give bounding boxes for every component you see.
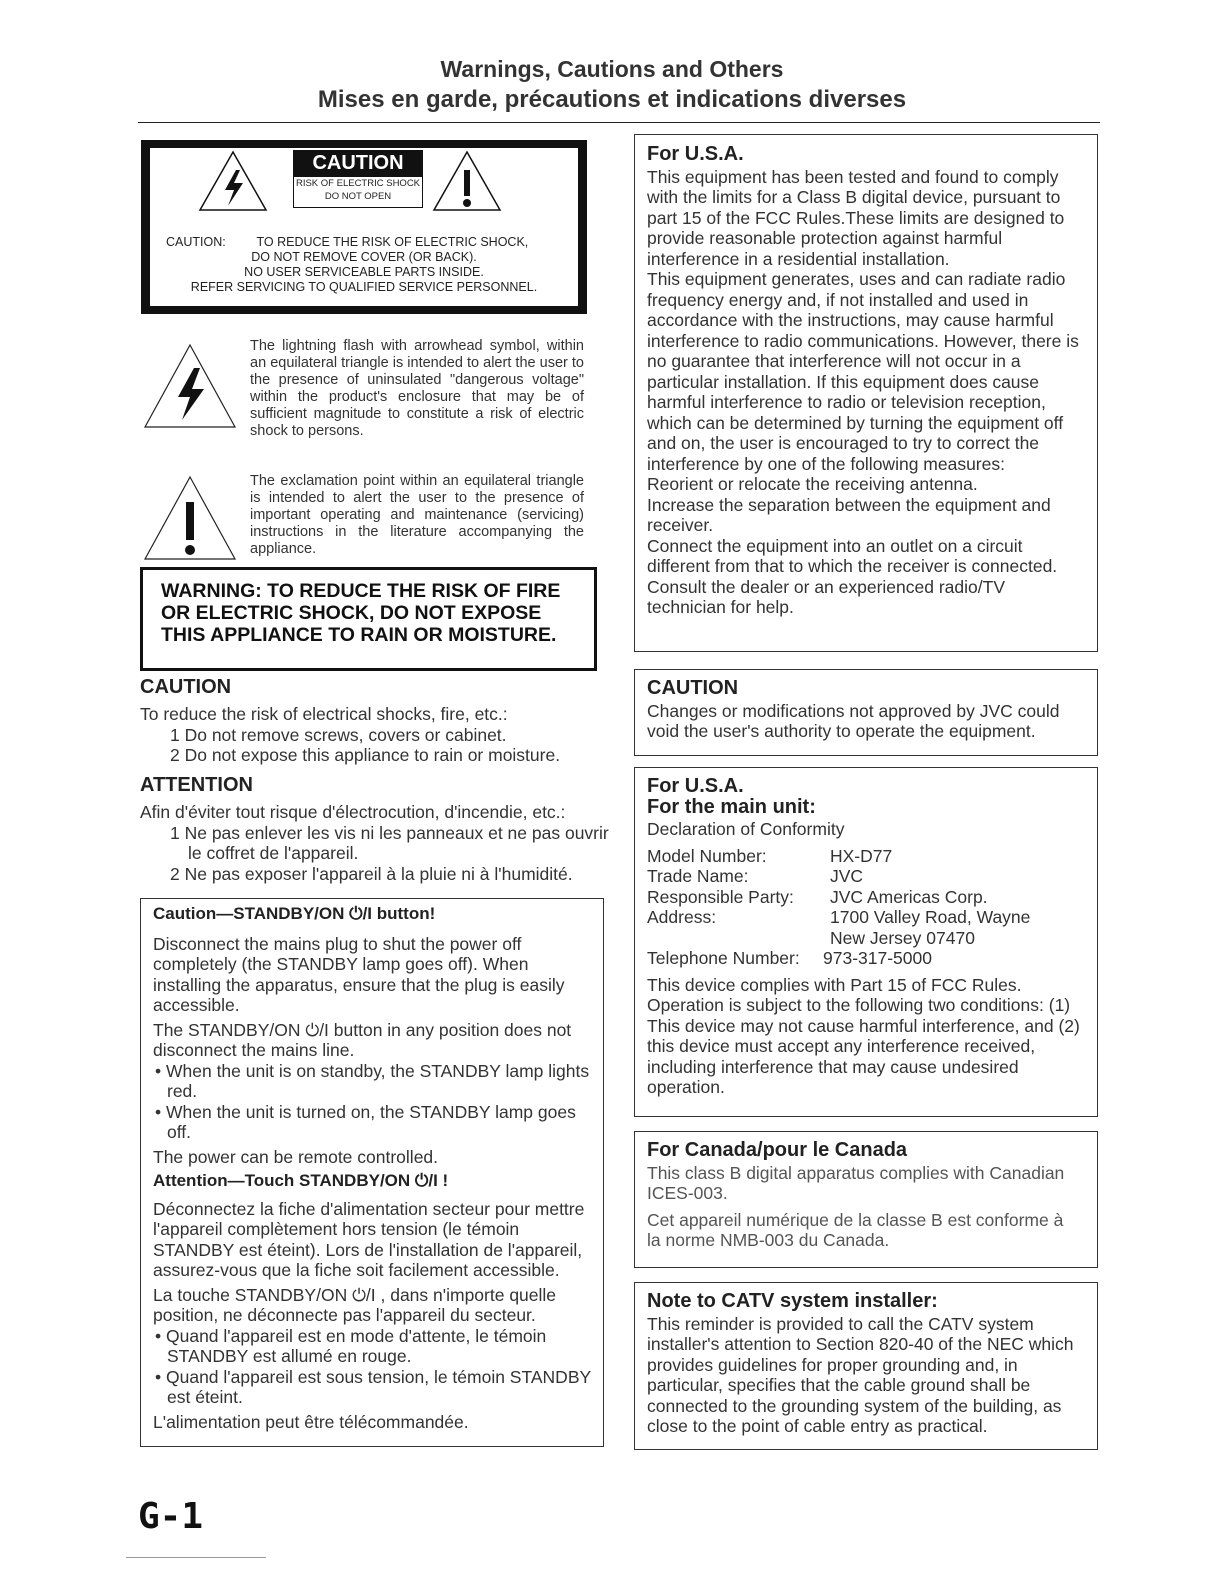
standby-heading-en: Caution—STANDBY/ON ⏻/I button! bbox=[153, 904, 436, 923]
caution-heading: CAUTION bbox=[140, 676, 232, 698]
doc-content bbox=[647, 776, 1087, 1098]
doc-trade-value: JVC bbox=[830, 866, 864, 886]
doc-party-value: JVC Americas Corp. bbox=[830, 886, 988, 907]
caution-line3: NO USER SERVICEABLE PARTS INSIDE. bbox=[244, 265, 484, 279]
warning-line3: THIS APPLIANCE TO RAIN OR MOISTURE. bbox=[161, 624, 557, 646]
title-divider bbox=[138, 122, 1100, 123]
usa-fcc-p2: This equipment generates, uses and can radiate radio frequency energy and, if not installed and used in accordance with the instructions, may cause harmful interference to radio communications. However, there is no guarantee that interference will not occur in a particular installation. If this equipment does cause harmful interference to radio or television reception, which can be determined by turning the equipment off and on, the user is encouraged to try to correct the interference by one of the following measures: bbox=[647, 269, 1079, 474]
caution-intro: To reduce the risk of electrical shocks, fire, etc.: bbox=[140, 704, 508, 724]
caution-line2: DO NOT REMOVE COVER (OR BACK). bbox=[251, 250, 477, 264]
attention-section bbox=[140, 802, 610, 884]
doc-party-row bbox=[647, 887, 1087, 908]
standby-p5: La touche STANDBY/ON ⏻/I , dans n'importe quelle position, ne déconnecte pas l'appareil du secteur. bbox=[153, 1284, 557, 1325]
doc-model-value: HX-D77 bbox=[830, 845, 893, 866]
caution-label-title: CAUTION bbox=[293, 150, 423, 176]
risk-line1: RISK OF ELECTRIC SHOCK bbox=[295, 178, 421, 189]
exclamation-symbol-icon bbox=[142, 474, 238, 562]
doc-trade-row bbox=[647, 866, 1087, 887]
standby-p2: The STANDBY/ON ⏻/I button in any position does not disconnect the mains line. bbox=[153, 1019, 572, 1060]
catv-content bbox=[647, 1291, 1087, 1437]
doc-subtitle: Declaration of Conformity bbox=[647, 819, 845, 839]
exclamation-explanation: The exclamation point within an equilateral triangle is intended to alert the user to the presence of important operating and maintenance (servicing) instructions in the literature accompanying the appliance. bbox=[250, 473, 584, 557]
attention-item-1: 1 Ne pas enlever les vis ni les panneaux et ne pas ouvrir le coffret de l'appareil. bbox=[170, 822, 609, 863]
doc-address-row bbox=[647, 907, 1087, 928]
standby-bullet-3: • Quand l'appareil est en mode d'attente, le témoin STANDBY est allumé en rouge. bbox=[155, 1325, 547, 1366]
standby-p6: L'alimentation peut être télécommandée. bbox=[153, 1411, 469, 1432]
catv-text: This reminder is provided to call the CATV system installer's attention to Section 820-40 of the NEC which provides guidelines for proper grounding and, in particular, specifies that the cable ground shall be connected to the grounding system of the building, as close to the point of cable entry as practical. bbox=[647, 1313, 1074, 1436]
catv-heading: Note to CATV system installer: bbox=[647, 1290, 938, 1312]
exclamation-triangle-icon bbox=[432, 150, 502, 212]
lightning-triangle-icon bbox=[198, 150, 268, 212]
caution-prefix: CAUTION: bbox=[166, 235, 226, 249]
usa-fcc-content bbox=[647, 144, 1087, 618]
caution-jvc-content bbox=[647, 678, 1087, 742]
doc-text: This device complies with Part 15 of FCC Rules. Operation is subject to the following two conditions: (1) This device may not cause harmful interference, and (2) this device must accept any interference received, including interference that may cause undesired operation. bbox=[647, 974, 1080, 1097]
standby-p4: Déconnectez la fiche d'alimentation secteur pour mettre l'appareil complètement hors tension (le témoin STANDBY est éteint). Lors de l'installation de l'appareil, assurez-vous que la fiche soit facilement accessible. bbox=[153, 1198, 585, 1280]
doc-tel-row bbox=[647, 948, 1087, 969]
warning-box bbox=[140, 567, 597, 671]
warning-line2: OR ELECTRIC SHOCK, DO NOT EXPOSE bbox=[161, 602, 542, 624]
usa-fcc-measure-1: Reorient or relocate the receiving antenna. bbox=[647, 474, 978, 494]
page-title-fr: Mises en garde, précautions et indications diverses bbox=[317, 86, 907, 113]
usa-fcc-measure-4: Consult the dealer or an experienced radio/TV technician for help. bbox=[647, 576, 1005, 617]
caution-item-1: 1 Do not remove screws, covers or cabinet. bbox=[170, 724, 507, 745]
caution-label-text bbox=[150, 230, 578, 306]
attention-intro: Afin d'éviter tout risque d'électrocution, d'incendie, etc.: bbox=[140, 802, 566, 822]
usa-fcc-p1: This equipment has been tested and found to comply with the limits for a Class B digital device, pursuant to part 15 of the FCC Rules.These limits are designed to provide reasonable protection against harmful interference in a residential installation. bbox=[647, 166, 1065, 269]
canada-heading: For Canada/pour le Canada bbox=[647, 1139, 908, 1161]
attention-item-2: 2 Ne pas exposer l'appareil à la pluie ni à l'humidité. bbox=[170, 863, 573, 884]
standby-p3: The power can be remote controlled. bbox=[153, 1146, 439, 1167]
doc-tel-label: Telephone Number: bbox=[647, 948, 800, 968]
usa-fcc-heading: For U.S.A. bbox=[647, 143, 744, 165]
caution-jvc-heading: CAUTION bbox=[647, 677, 739, 699]
lightning-explanation: The lightning flash with arrowhead symbol, within an equilateral triangle is intended to alert the user to the presence of uninsulated "dangerous voltage" within the product's enclosure that may be of sufficient magnitude to constitute a risk of electric shock to persons. bbox=[250, 338, 584, 439]
doc-trade-label: Trade Name: bbox=[647, 866, 749, 886]
doc-address-row-2 bbox=[647, 928, 1087, 949]
page-title-en: Warnings, Cautions and Others bbox=[440, 56, 784, 82]
standby-heading-fr: Attention—Touch STANDBY/ON ⏻/I ! bbox=[153, 1171, 449, 1190]
standby-bullet-2: • When the unit is turned on, the STANDBY lamp goes off. bbox=[155, 1101, 576, 1142]
caution-label-risk bbox=[293, 176, 423, 208]
lightning-symbol-icon bbox=[142, 342, 238, 430]
risk-line2: DO NOT OPEN bbox=[324, 191, 392, 202]
standby-p1: Disconnect the mains plug to shut the power off completely (the STANDBY lamp goes off). When installing the apparatus, ensure that the plug is easily accessible. bbox=[153, 933, 565, 1015]
doc-address-value-2: New Jersey 07470 bbox=[830, 927, 975, 948]
canada-en: This class B digital apparatus complies with Canadian ICES-003. bbox=[647, 1162, 1065, 1203]
doc-address-value-1: 1700 Valley Road, Wayne bbox=[830, 907, 1031, 927]
usa-fcc-measure-3: Connect the equipment into an outlet on a circuit different from that to which the receiver is connected. bbox=[647, 535, 1058, 576]
standby-bullet-1: • When the unit is on standby, the STANDBY lamp lights red. bbox=[155, 1060, 590, 1101]
canada-content bbox=[647, 1140, 1067, 1251]
caution-item-2: 2 Do not expose this appliance to rain or moisture. bbox=[170, 745, 561, 765]
page-number: G-1 bbox=[138, 1496, 204, 1537]
canada-fr: Cet appareil numérique de la classe B est conforme à la norme NMB-003 du Canada. bbox=[647, 1209, 1064, 1250]
doc-model-label: Model Number: bbox=[647, 845, 767, 866]
caution-section bbox=[140, 704, 610, 766]
standby-bullet-4: • Quand l'appareil est sous tension, le témoin STANDBY est éteint. bbox=[155, 1366, 591, 1407]
doc-heading-2: For the main unit: bbox=[647, 795, 816, 818]
footer-underline bbox=[126, 1557, 266, 1558]
doc-party-label: Responsible Party: bbox=[647, 886, 794, 907]
doc-tel-value: 973-317-5000 bbox=[823, 948, 932, 968]
attention-heading: ATTENTION bbox=[140, 774, 253, 796]
doc-heading-1: For U.S.A. bbox=[647, 775, 744, 797]
usa-fcc-measure-2: Increase the separation between the equipment and receiver. bbox=[647, 494, 1051, 535]
standby-content bbox=[153, 904, 593, 1432]
caution-line4: REFER SERVICING TO QUALIFIED SERVICE PERSONNEL. bbox=[190, 280, 538, 294]
caution-line1: TO REDUCE THE RISK OF ELECTRIC SHOCK, bbox=[256, 235, 529, 249]
doc-model-row bbox=[647, 846, 1087, 867]
caution-jvc-text: Changes or modifications not approved by JVC could void the user's authority to operate the equipment. bbox=[647, 700, 1060, 741]
doc-address-label: Address: bbox=[647, 907, 717, 927]
warning-line1: WARNING: TO REDUCE THE RISK OF FIRE bbox=[161, 580, 561, 602]
